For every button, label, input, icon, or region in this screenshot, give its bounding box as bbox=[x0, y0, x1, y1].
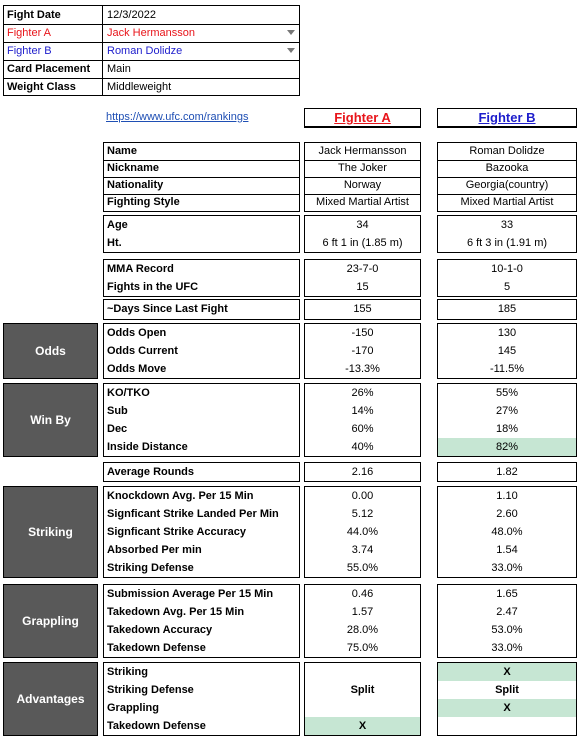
row-label: Striking bbox=[107, 666, 148, 678]
fighter-a-value: -13.3% bbox=[345, 363, 380, 375]
fighter-b-select[interactable]: Roman Dolidze bbox=[107, 45, 183, 57]
row-label: Takedown Accuracy bbox=[107, 624, 213, 636]
grappling-fighter-a-values bbox=[304, 584, 421, 658]
row-label: Odds Open bbox=[107, 327, 167, 339]
fighter-b-label: Fighter B bbox=[7, 45, 52, 57]
fighter-a-value: 55.0% bbox=[346, 562, 379, 574]
row-label: Fights in the UFC bbox=[107, 281, 199, 293]
row-label: Takedown Avg. Per 15 Min bbox=[107, 606, 245, 618]
fighter-b-value: 1.65 bbox=[496, 588, 518, 600]
row-label: Nickname bbox=[104, 160, 299, 178]
row-label: Grappling bbox=[107, 702, 159, 714]
record-fighter-b-values bbox=[437, 259, 577, 297]
fighter-b-value: 2.60 bbox=[496, 508, 518, 520]
fighter-a-value: Mixed Martial Artist bbox=[316, 196, 409, 208]
rounds-fighter-b-values bbox=[437, 462, 577, 482]
grappling-fighter-b-values bbox=[437, 584, 577, 658]
fighter-b-value: 2.47 bbox=[496, 606, 518, 618]
fighter-a-select[interactable]: Jack Hermansson bbox=[107, 27, 196, 39]
fighter-a-header-cell bbox=[304, 108, 421, 128]
fighter-b-row bbox=[4, 42, 299, 61]
fighter-a-value: 28.0% bbox=[346, 624, 379, 636]
row-label: Fighting Style bbox=[107, 196, 180, 208]
odds-fighter-b-values bbox=[437, 323, 577, 379]
fighter-a-value: 44.0% bbox=[346, 526, 379, 538]
fighter-b-value: 1.10 bbox=[496, 490, 518, 502]
row-label: MMA Record bbox=[107, 263, 174, 275]
row-label: Striking Defense bbox=[107, 562, 194, 574]
winby-labels bbox=[103, 383, 300, 457]
fighter-b-value: 55% bbox=[495, 387, 519, 399]
row-label: Signficant Strike Accuracy bbox=[107, 526, 246, 538]
striking-section-label: Striking bbox=[3, 486, 98, 578]
fighter-b-value: 48.0% bbox=[491, 526, 523, 538]
fighter-a-value: 34 bbox=[356, 219, 369, 231]
card-placement-value[interactable]: Main bbox=[107, 63, 131, 75]
fighter-b-value: X bbox=[438, 663, 576, 681]
fighter-b-value: Roman Dolidze bbox=[438, 143, 576, 161]
profile-fighter-b-values bbox=[437, 142, 577, 212]
record-labels bbox=[103, 259, 300, 297]
card-placement-label: Card Placement bbox=[7, 63, 91, 75]
fighter-a-label: Fighter A bbox=[7, 27, 52, 39]
fighter-a-value: 26% bbox=[351, 387, 374, 399]
fight-date-row bbox=[4, 6, 299, 25]
fighter-a-value bbox=[305, 663, 420, 681]
striking-labels bbox=[103, 486, 300, 578]
profile-fighter-a-values bbox=[304, 142, 421, 212]
physical-labels bbox=[103, 215, 300, 253]
fighter-a-value: 6 ft 1 in (1.85 m) bbox=[322, 237, 403, 249]
fighter-a-value: 23-7-0 bbox=[346, 263, 379, 275]
fighter-b-value: 10-1-0 bbox=[491, 263, 523, 275]
odds-labels bbox=[103, 323, 300, 379]
fighter-b-value: 27% bbox=[495, 405, 519, 417]
advantages-section-label: Advantages bbox=[3, 662, 98, 736]
row-label: Dec bbox=[107, 423, 128, 435]
fighter-a-value: 0.46 bbox=[351, 588, 374, 600]
fighter-a-value: 155 bbox=[353, 303, 372, 315]
days-fighter-b-values bbox=[437, 299, 577, 320]
fighter-a-value: 2.16 bbox=[351, 466, 374, 478]
fighter-b-value: 145 bbox=[497, 345, 517, 357]
physical-fighter-b-values bbox=[437, 215, 577, 253]
fighter-b-value: 5 bbox=[503, 281, 511, 293]
fight-date-label: Fight Date bbox=[7, 9, 61, 21]
row-label: Name bbox=[104, 143, 299, 161]
fighter-b-value: X bbox=[438, 699, 576, 717]
fight-date-value[interactable]: 12/3/2022 bbox=[107, 9, 156, 21]
fighter-a-value: Norway bbox=[305, 177, 420, 195]
odds-section-label: Odds bbox=[3, 323, 98, 379]
striking-fighter-a-values bbox=[304, 486, 421, 578]
row-label: Odds Move bbox=[107, 363, 167, 375]
rounds-labels bbox=[103, 462, 300, 482]
row-label: Striking Defense bbox=[107, 684, 194, 696]
fighter-b-value: 33 bbox=[500, 219, 514, 231]
row-label: Takedown Defense bbox=[107, 720, 206, 732]
winby-fighter-b-values bbox=[437, 383, 577, 457]
fighter-b-header-cell bbox=[437, 108, 577, 128]
advantages-fighter-a-values bbox=[304, 662, 421, 736]
fighter-b-value bbox=[438, 717, 576, 735]
fighter-a-value: Jack Hermansson bbox=[305, 143, 420, 161]
profile-labels bbox=[103, 142, 300, 212]
row-label: Nationality bbox=[104, 177, 299, 195]
fighter-a-value: 14% bbox=[351, 405, 374, 417]
fighter-b-value: 185 bbox=[497, 303, 517, 315]
row-label: Odds Current bbox=[107, 345, 178, 357]
striking-fighter-b-values bbox=[437, 486, 577, 578]
fighter-b-value: Mixed Martial Artist bbox=[460, 196, 554, 208]
fighter-b-value: 18% bbox=[495, 423, 519, 435]
fight-info-table bbox=[3, 5, 300, 96]
row-label: Age bbox=[107, 219, 128, 231]
chevron-down-icon[interactable] bbox=[287, 48, 295, 53]
row-label: Takedown Defense bbox=[107, 642, 206, 654]
row-label: ~Days Since Last Fight bbox=[107, 303, 228, 315]
grappling-section-label: Grappling bbox=[3, 584, 98, 658]
fighter-b-value: -11.5% bbox=[489, 363, 525, 375]
grappling-labels bbox=[103, 584, 300, 658]
fighter-a-row bbox=[4, 24, 299, 43]
row-label: Ht. bbox=[107, 237, 122, 249]
odds-fighter-a-values bbox=[304, 323, 421, 379]
days-fighter-a-values bbox=[304, 299, 421, 320]
card-placement-row bbox=[4, 60, 299, 79]
fighter-b-value: 6 ft 3 in (1.91 m) bbox=[466, 237, 548, 249]
fighter-a-value bbox=[305, 699, 420, 717]
fighter-a-value: 3.74 bbox=[351, 544, 374, 556]
days-labels bbox=[103, 299, 300, 320]
chevron-down-icon[interactable] bbox=[287, 30, 295, 35]
physical-fighter-a-values bbox=[304, 215, 421, 253]
fighter-b-value: Bazooka bbox=[438, 160, 576, 178]
fighter-a-value: 5.12 bbox=[351, 508, 374, 520]
row-label: Sub bbox=[107, 405, 128, 417]
fighter-b-value: 1.54 bbox=[496, 544, 518, 556]
fighter-a-header: Fighter A bbox=[334, 110, 391, 125]
fighter-b-header: Fighter B bbox=[478, 110, 536, 125]
fighter-a-value: The Joker bbox=[305, 160, 420, 178]
fighter-a-value: -150 bbox=[351, 327, 374, 339]
fighter-b-value: 82% bbox=[438, 438, 576, 456]
fighter-b-value: 130 bbox=[497, 327, 517, 339]
rankings-link[interactable]: https://www.ufc.com/rankings bbox=[106, 111, 249, 123]
advantages-fighter-b-values bbox=[437, 662, 577, 736]
fighter-a-value: 1.57 bbox=[351, 606, 374, 618]
fighter-a-value: 60% bbox=[351, 423, 374, 435]
row-label: Signficant Strike Landed Per Min bbox=[107, 508, 279, 520]
row-label: Knockdown Avg. Per 15 Min bbox=[107, 490, 254, 502]
fighter-a-value: -170 bbox=[351, 345, 374, 357]
fighter-b-value: 33.0% bbox=[491, 642, 523, 654]
row-label: Inside Distance bbox=[107, 441, 188, 453]
fighter-b-value: 33.0% bbox=[491, 562, 523, 574]
row-label: KO/TKO bbox=[107, 387, 150, 399]
fighter-a-value: 40% bbox=[351, 441, 374, 453]
fighter-a-value: Split bbox=[350, 684, 375, 696]
fighter-a-value: 0.00 bbox=[351, 490, 374, 502]
advantages-labels bbox=[103, 662, 300, 736]
row-label: Average Rounds bbox=[107, 466, 195, 478]
winby-section-label: Win By bbox=[3, 383, 98, 457]
fighter-a-value: 75.0% bbox=[346, 642, 379, 654]
weight-class-value[interactable]: Middleweight bbox=[107, 81, 172, 93]
row-label: Absorbed Per min bbox=[107, 544, 202, 556]
fighter-a-value: 15 bbox=[356, 281, 369, 293]
weight-class-label: Weight Class bbox=[7, 81, 76, 93]
row-label: Submission Average Per 15 Min bbox=[107, 588, 274, 600]
fighter-b-value: Split bbox=[495, 684, 519, 696]
winby-fighter-a-values bbox=[304, 383, 421, 457]
record-fighter-a-values bbox=[304, 259, 421, 297]
weight-class-row bbox=[4, 78, 299, 96]
fighter-b-value: 53.0% bbox=[491, 624, 523, 636]
fighter-b-value: 1.82 bbox=[496, 466, 518, 478]
fighter-a-value: X bbox=[305, 717, 420, 735]
rounds-fighter-a-values bbox=[304, 462, 421, 482]
fighter-b-value: Georgia(country) bbox=[438, 177, 576, 195]
